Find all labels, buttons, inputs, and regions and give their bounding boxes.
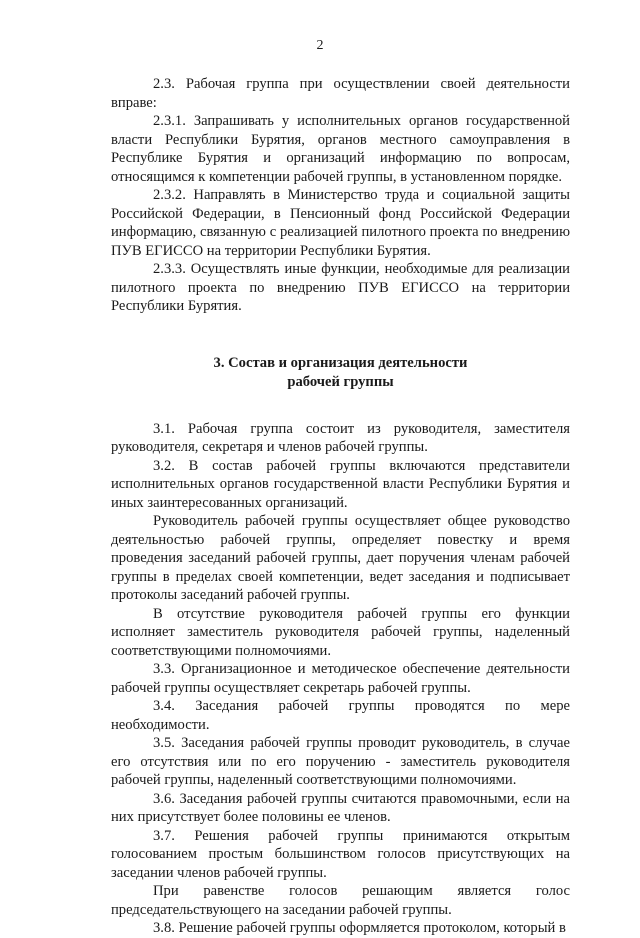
paragraph-3-5: 3.5. Заседания рабочей группы проводит руководитель, в случае его отсутствия или по его поручению - заместитель руководителя рабочей группы, наделенный соответствующими полномочиями.	[111, 735, 570, 788]
paragraph-2-3: 2.3. Рабочая группа при осуществлении своей деятельности вправе:	[111, 76, 570, 111]
paragraph-2-3-1: 2.3.1. Запрашивать у исполнительных органов государственной власти Республики Бурятия, органов местного самоуправления в Республике Бурятия и организаций информацию по вопросам, относящимся к компетенции рабочей группы, в установленном порядке.	[111, 113, 570, 185]
paragraph-3-1: 3.1. Рабочая группа состоит из руководителя, заместителя руководителя, секретаря и членов рабочей группы.	[111, 420, 570, 455]
paragraph-2-3-2: 2.3.2. Направлять в Министерство труда и социальной защиты Российской Федерации, в Пенсионный фонд Российской Федерации информацию, связанную с реализацией пилотного проекта по внедрению ПУВ ЕГИССО на территории Республики Бурятия.	[111, 187, 570, 259]
paragraph-3-6: 3.6. Заседания рабочей группы считаются правомочными, если на них присутствует более половины ее членов.	[111, 790, 570, 825]
page-number: 2	[316, 38, 324, 53]
paragraph-3-8: 3.8. Решение рабочей группы оформляется протоколом, который в	[153, 920, 566, 936]
paragraph-3-4: 3.4. Заседания рабочей группы проводятся по мере необходимости.	[111, 698, 570, 733]
paragraph-deputy-duties: В отсутствие руководителя рабочей группы его функции исполняет заместитель руководителя рабочей группы, наделенный соответствующими полномочиями.	[111, 605, 570, 659]
paragraph-3-2: 3.2. В состав рабочей группы включаются представители исполнительных органов государственной власти Республики Бурятия и иных заинтересованных организаций.	[111, 457, 570, 511]
section-3-heading-line-1: 3. Состав и организация деятельности	[213, 354, 468, 371]
section-3-heading-line-2: рабочей группы	[287, 373, 394, 390]
section-3-heading	[111, 354, 570, 392]
paragraph-3-7: 3.7. Решения рабочей группы принимаются открытым голосованием простым большинством голосов присутствующих на заседании членов рабочей группы.	[111, 827, 570, 881]
document-body	[111, 75, 570, 938]
paragraph-3-3: 3.3. Организационное и методическое обеспечение деятельности рабочей группы осуществляет секретарь рабочей группы.	[111, 661, 570, 696]
paragraph-2-3-3: 2.3.3. Осуществлять иные функции, необходимые для реализации пилотного проекта по внедрению ПУВ ЕГИССО на территории Республики Бурятия.	[111, 261, 570, 314]
paragraph-leader-duties: Руководитель рабочей группы осуществляет общее руководство деятельностью рабочей группы, определяет повестку и время проведения заседаний рабочей группы, дает поручения членам рабочей группы в пределах своей компетенции, ведет заседания и подписывает протоколы заседаний рабочей группы.	[111, 513, 570, 603]
paragraph-tie-vote: При равенстве голосов решающим является голос председательствующего на заседании рабочей группы.	[111, 883, 570, 918]
